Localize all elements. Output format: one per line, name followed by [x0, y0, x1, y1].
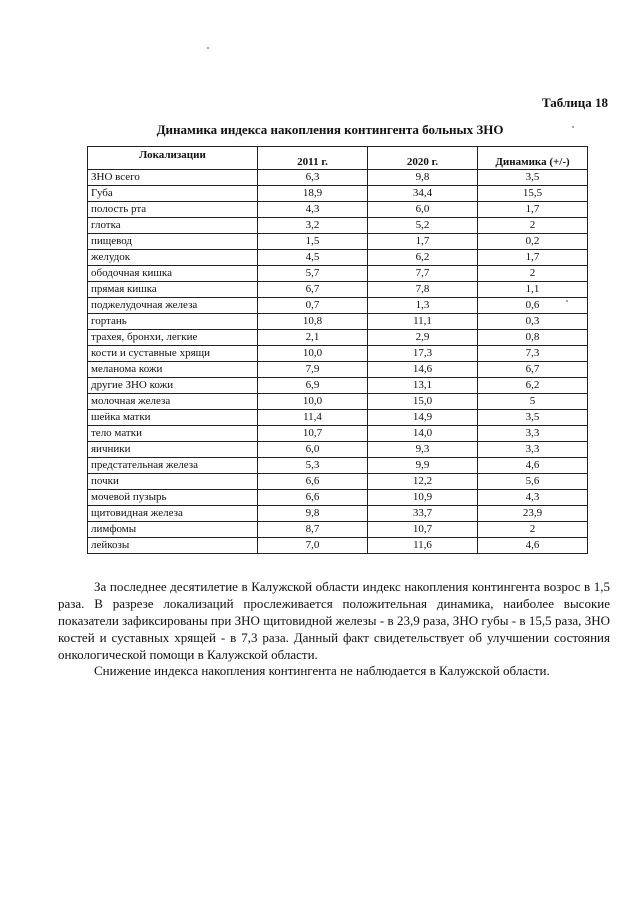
- cell-localization: мочевой пузырь: [88, 490, 258, 506]
- table-row: [88, 282, 588, 298]
- cell-dynamics: 1,1: [478, 282, 588, 298]
- cell-2011: 8,7: [258, 522, 368, 538]
- table-row: [88, 330, 588, 346]
- cell-2011: 9,8: [258, 506, 368, 522]
- table-row: [88, 442, 588, 458]
- table-row: [88, 458, 588, 474]
- table-body: [88, 170, 588, 554]
- cell-2011: 4,5: [258, 250, 368, 266]
- cell-dynamics: 2: [478, 218, 588, 234]
- cell-2011: 6,0: [258, 442, 368, 458]
- cell-dynamics: 1,7: [478, 250, 588, 266]
- cell-2011: 3,2: [258, 218, 368, 234]
- cell-dynamics: 3,3: [478, 442, 588, 458]
- cell-dynamics: 6,2: [478, 378, 588, 394]
- cell-2011: 11,4: [258, 410, 368, 426]
- table-row: [88, 250, 588, 266]
- cell-2020: 6,0: [368, 202, 478, 218]
- cell-2011: 5,7: [258, 266, 368, 282]
- cell-2011: 6,7: [258, 282, 368, 298]
- cell-2020: 10,7: [368, 522, 478, 538]
- cell-localization: пищевод: [88, 234, 258, 250]
- table-row: [88, 266, 588, 282]
- table-row: [88, 474, 588, 490]
- paragraph-text: За последнее десятилетие в Калужской области индекс накопления контингента возрос в 1,5 раза. В разрезе локализаций прослеживается положительная динамика, наиболее высокие показатели зафиксированы при ЗНО щитовидной железы - в 23,9 раза, ЗНО губы - в 15,5 раза, ЗНО костей и суставных хрящей - в 7,3 раза. Данный факт свидетельствует об улучшении состояния онкологической помощи в Калужской области.: [58, 579, 610, 662]
- cell-2020: 33,7: [368, 506, 478, 522]
- table-row: [88, 202, 588, 218]
- cell-localization: глотка: [88, 218, 258, 234]
- cell-2011: 4,3: [258, 202, 368, 218]
- cell-2011: 5,3: [258, 458, 368, 474]
- cell-2020: 5,2: [368, 218, 478, 234]
- table-row: [88, 538, 588, 554]
- cell-2020: 14,0: [368, 426, 478, 442]
- cell-dynamics: 3,5: [478, 410, 588, 426]
- column-header-2020: 2020 г.: [368, 147, 478, 170]
- cell-2020: 11,1: [368, 314, 478, 330]
- cell-2020: 11,6: [368, 538, 478, 554]
- cell-2020: 13,1: [368, 378, 478, 394]
- cell-2020: 12,2: [368, 474, 478, 490]
- column-header-2011: 2011 г.: [258, 147, 368, 170]
- cell-2011: 0,7: [258, 298, 368, 314]
- table-row: [88, 410, 588, 426]
- cell-2011: 6,6: [258, 490, 368, 506]
- cell-localization: трахея, бронхи, легкие: [88, 330, 258, 346]
- cell-2011: 10,0: [258, 394, 368, 410]
- cell-localization: молочная железа: [88, 394, 258, 410]
- cell-2020: 14,6: [368, 362, 478, 378]
- cell-2011: 10,0: [258, 346, 368, 362]
- cell-2020: 34,4: [368, 186, 478, 202]
- table-row: [88, 426, 588, 442]
- cell-2020: 9,8: [368, 170, 478, 186]
- cell-2020: 9,3: [368, 442, 478, 458]
- cell-dynamics: 5,6: [478, 474, 588, 490]
- cell-2011: 10,8: [258, 314, 368, 330]
- table-row: [88, 346, 588, 362]
- table-row: [88, 394, 588, 410]
- table-row: [88, 170, 588, 186]
- cell-2020: 15,0: [368, 394, 478, 410]
- cell-2020: 2,9: [368, 330, 478, 346]
- cell-2011: 6,9: [258, 378, 368, 394]
- cell-2020: 1,7: [368, 234, 478, 250]
- cell-dynamics: 3,3: [478, 426, 588, 442]
- table-row: [88, 234, 588, 250]
- cell-dynamics: 0,8: [478, 330, 588, 346]
- cell-dynamics: 15,5: [478, 186, 588, 202]
- cell-dynamics: 4,6: [478, 458, 588, 474]
- cell-localization: шейка матки: [88, 410, 258, 426]
- cell-2020: 7,7: [368, 266, 478, 282]
- cell-dynamics: 0,6: [478, 298, 588, 314]
- cell-dynamics: 2: [478, 266, 588, 282]
- table-row: [88, 490, 588, 506]
- body-paragraph-1: [58, 578, 610, 663]
- cell-localization: ободочная кишка: [88, 266, 258, 282]
- table-row: [88, 298, 588, 314]
- paragraph-text: Снижение индекса накопления контингента не наблюдается в Калужской области.: [94, 663, 550, 678]
- table-row: [88, 362, 588, 378]
- cell-localization: яичники: [88, 442, 258, 458]
- column-header-dynamics: Динамика (+/-): [478, 147, 588, 170]
- table-row: [88, 218, 588, 234]
- cell-dynamics: 0,2: [478, 234, 588, 250]
- cell-2011: 1,5: [258, 234, 368, 250]
- table-title: Динамика индекса накопления контингента больных ЗНО: [156, 122, 504, 137]
- cell-2011: 7,0: [258, 538, 368, 554]
- table-row: [88, 378, 588, 394]
- cell-dynamics: 23,9: [478, 506, 588, 522]
- scan-speck: [207, 47, 209, 49]
- table-row: [88, 186, 588, 202]
- cell-2020: 10,9: [368, 490, 478, 506]
- cell-2011: 10,7: [258, 426, 368, 442]
- cell-localization: желудок: [88, 250, 258, 266]
- body-paragraph-2: [58, 662, 610, 679]
- cell-dynamics: 2: [478, 522, 588, 538]
- table-number-label: Таблица 18: [541, 95, 608, 110]
- cell-dynamics: 1,7: [478, 202, 588, 218]
- cell-2011: 2,1: [258, 330, 368, 346]
- cell-localization: лимфомы: [88, 522, 258, 538]
- cell-dynamics: 4,6: [478, 538, 588, 554]
- cell-dynamics: 3,5: [478, 170, 588, 186]
- cell-dynamics: 7,3: [478, 346, 588, 362]
- cell-localization: кости и суставные хрящи: [88, 346, 258, 362]
- data-table: [87, 146, 588, 554]
- cell-localization: меланома кожи: [88, 362, 258, 378]
- cell-localization: Губа: [88, 186, 258, 202]
- cell-2020: 14,9: [368, 410, 478, 426]
- cell-localization: поджелудочная железа: [88, 298, 258, 314]
- cell-2020: 1,3: [368, 298, 478, 314]
- cell-2011: 6,6: [258, 474, 368, 490]
- cell-2020: 17,3: [368, 346, 478, 362]
- table-row: [88, 506, 588, 522]
- cell-2011: 18,9: [258, 186, 368, 202]
- cell-dynamics: 4,3: [478, 490, 588, 506]
- cell-2020: 6,2: [368, 250, 478, 266]
- cell-2011: 6,3: [258, 170, 368, 186]
- cell-localization: почки: [88, 474, 258, 490]
- cell-localization: предстательная железа: [88, 458, 258, 474]
- cell-2020: 9,9: [368, 458, 478, 474]
- table-header-row: [88, 147, 588, 170]
- cell-localization: другие ЗНО кожи: [88, 378, 258, 394]
- cell-dynamics: 6,7: [478, 362, 588, 378]
- cell-localization: тело матки: [88, 426, 258, 442]
- cell-dynamics: 5: [478, 394, 588, 410]
- table-row: [88, 314, 588, 330]
- cell-2011: 7,9: [258, 362, 368, 378]
- cell-localization: гортань: [88, 314, 258, 330]
- cell-2020: 7,8: [368, 282, 478, 298]
- column-header-localization: Локализации: [88, 147, 258, 170]
- cell-localization: лейкозы: [88, 538, 258, 554]
- cell-localization: щитовидная железа: [88, 506, 258, 522]
- table-row: [88, 522, 588, 538]
- cell-dynamics: 0,3: [478, 314, 588, 330]
- cell-localization: прямая кишка: [88, 282, 258, 298]
- cell-localization: полость рта: [88, 202, 258, 218]
- cell-localization: ЗНО всего: [88, 170, 258, 186]
